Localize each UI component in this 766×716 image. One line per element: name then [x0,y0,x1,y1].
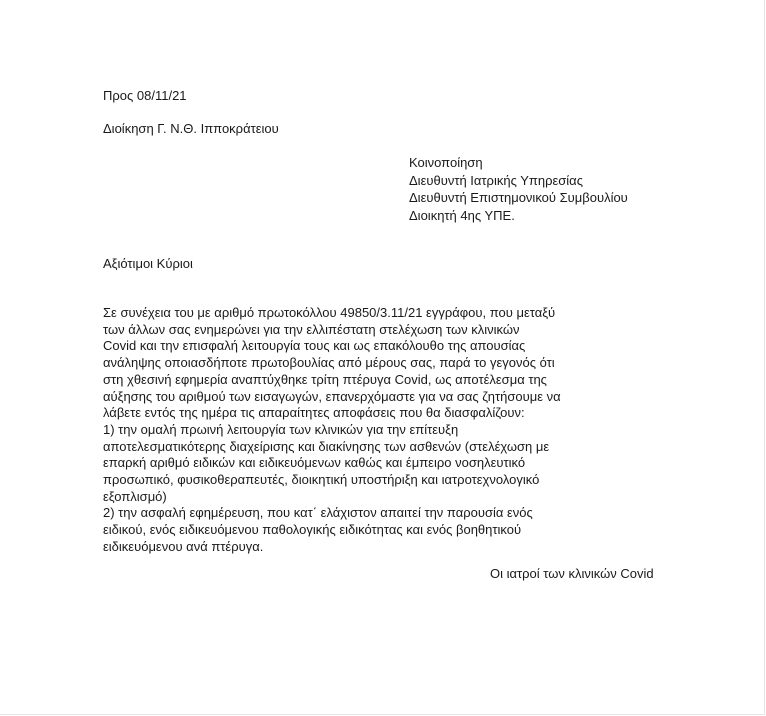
body-line: εξοπλισμό) [103,488,167,504]
body-line: αύξησης του αριθμού των εισαγωγών, επανερχόμαστε για να σας ζητήσουμε να [103,388,561,404]
body-line: Σε συνέχεια του με αριθμό πρωτοκόλλου 49850/3.11/21 εγγράφου, που μεταξύ [103,305,556,320]
body-line: ειδικευόμενου ανά πτέρυγα. [103,538,264,554]
letter-signature: Οι ιατροί των κλινικών Covid [490,566,654,581]
body-line: προσωπικό, φυσικοθεραπευτές, διοικητική υποστήριξη και ιατροτεχνολογικό [103,472,540,488]
body-line: 1) την ομαλή πρωινή λειτουργία των κλινικών για την επίτευξη [103,421,459,437]
body-line: επαρκή αριθμό ειδικών και ειδικευόμενων καθώς και έμπειρο νοσηλευτικό [103,455,526,471]
body-line: Covid και την επισφαλή λειτουργία τους και ως επακόλουθο της απουσίας [103,338,526,354]
body-line: ειδικού, ενός ειδικευόμενου παθολογικής ειδικότητας και ενός βοηθητικού [103,522,522,538]
letter-date: Προς 08/11/21 [103,88,187,103]
cc-recipient: Διοικητή 4ης ΥΠΕ. [409,207,515,223]
cc-block [409,154,628,224]
body-line: αποτελεσματικότερης διαχείρισης και διακίνησης των ασθενών (στελέχωση με [103,438,550,454]
letter-recipient: Διοίκηση Γ. Ν.Θ. Ιπποκράτειου [103,121,279,136]
cc-heading: Κοινοποίηση [409,155,483,170]
letter-body [103,305,561,556]
body-line: 2) την ασφαλή εφημέρευση, που κατ΄ ελάχιστον απαιτεί την παρουσία ενός [103,505,533,521]
body-line: στη χθεσινή εφημερία αναπτύχθηκε τρίτη πτέρυγα Covid, ως αποτέλεσμα της [103,371,547,387]
cc-recipient: Διευθυντή Επιστημονικού Συμβουλίου [409,190,628,205]
body-line: λάβετε εντός της ημέρα τις απαραίτητες αποφάσεις που θα διασφαλίζουν: [103,405,525,421]
cc-recipient: Διευθυντή Ιατρικής Υπηρεσίας [409,172,583,188]
body-line: ανάληψης οποιασδήποτε πρωτοβουλίας από μέρους σας, παρά το γεγονός ότι [103,355,555,371]
body-line: των άλλων σας ενημερώνει για την ελλιπέστατη στελέχωση των κλινικών [103,321,520,337]
letter-greeting: Αξιότιμοι Κύριοι [103,256,193,271]
